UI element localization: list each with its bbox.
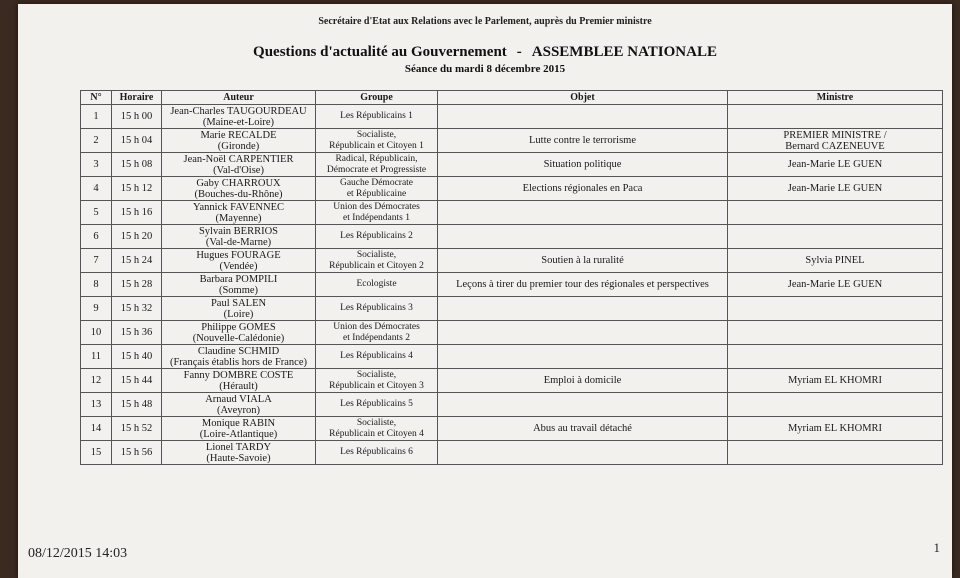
row-object (438, 225, 728, 249)
row-time (112, 273, 162, 297)
row-number-line: 4 (93, 183, 99, 194)
row-number (81, 345, 112, 369)
row-author-line: (Val-d'Oise) (213, 164, 264, 176)
row-time-line: 15 h 08 (120, 159, 153, 170)
row-group-line: et Indépendants 2 (342, 332, 410, 343)
row-author-line: (Vendée) (219, 260, 258, 272)
row-minister-line: Jean-Marie LE GUEN (787, 159, 883, 170)
row-object-line: Leçons à tirer du premier tour des régionales et perspectives (456, 279, 709, 290)
row-number (81, 417, 112, 441)
table-row (81, 249, 943, 273)
row-number (81, 153, 112, 177)
row-number-line: 8 (93, 279, 99, 290)
row-group-line: Les Républicains 2 (340, 231, 413, 241)
questions-table (80, 90, 943, 465)
row-time-line: 15 h 24 (120, 255, 153, 266)
row-number (81, 201, 112, 225)
row-group-line: Union des Démocrates (333, 321, 420, 332)
table-row (81, 441, 943, 465)
row-minister (728, 177, 943, 201)
row-number (81, 105, 112, 129)
row-object-line: Emploi à domicile (543, 375, 622, 386)
column-header-num: N° (81, 91, 112, 105)
row-group-line: Socialiste, (356, 249, 397, 260)
row-author (162, 321, 316, 345)
column-header-author: Auteur (162, 91, 316, 105)
row-number-line: 1 (93, 111, 99, 122)
row-time (112, 393, 162, 417)
row-time (112, 153, 162, 177)
row-author-line: Monique RABIN (201, 417, 276, 429)
row-number (81, 273, 112, 297)
row-minister (728, 249, 943, 273)
row-author-line: (Nouvelle-Calédonie) (192, 332, 285, 344)
row-author-line: Barbara POMPILI (199, 273, 278, 285)
row-time-line: 15 h 12 (120, 183, 153, 194)
row-author (162, 225, 316, 249)
row-number-line: 15 (90, 447, 102, 458)
row-number (81, 369, 112, 393)
row-author-line: Yannick FAVENNEC (192, 201, 284, 213)
row-object (438, 129, 728, 153)
row-number (81, 441, 112, 465)
row-time (112, 225, 162, 249)
row-author-line: Arnaud VIALA (205, 393, 272, 405)
row-object (438, 153, 728, 177)
row-group-line: Radical, Républicain, (335, 153, 418, 164)
page-number: 1 (933, 540, 940, 555)
row-group (316, 417, 438, 441)
row-group (316, 273, 438, 297)
row-object (438, 177, 728, 201)
column-header-group: Groupe (316, 91, 438, 105)
row-author-line: (Bouches-du-Rhône) (194, 188, 283, 200)
row-object (438, 297, 728, 321)
table-row (81, 345, 943, 369)
row-minister (728, 417, 943, 441)
row-time-line: 15 h 36 (120, 327, 153, 338)
row-number (81, 249, 112, 273)
row-object (438, 105, 728, 129)
row-number (81, 177, 112, 201)
title-left: Questions d'actualité au Gouvernement (253, 44, 507, 60)
row-object (438, 441, 728, 465)
row-object (438, 249, 728, 273)
row-time (112, 417, 162, 441)
row-group (316, 105, 438, 129)
row-author-line: (Gironde) (217, 140, 260, 152)
row-group-line: Républicain et Citoyen 2 (329, 260, 424, 271)
row-author (162, 273, 316, 297)
table-row (81, 393, 943, 417)
row-time (112, 129, 162, 153)
row-object (438, 369, 728, 393)
row-time-line: 15 h 04 (120, 135, 153, 146)
row-time (112, 105, 162, 129)
row-minister (728, 273, 943, 297)
row-time (112, 345, 162, 369)
row-time (112, 297, 162, 321)
row-number-line: 5 (93, 207, 99, 218)
row-number-line: 14 (90, 423, 102, 434)
table-row (81, 369, 943, 393)
row-group-line: Les Républicains 6 (340, 447, 413, 457)
row-time-line: 15 h 44 (120, 375, 153, 386)
row-group (316, 201, 438, 225)
column-header-time: Horaire (112, 91, 162, 105)
row-number-line: 12 (90, 375, 102, 386)
row-minister-line: Myriam EL KHOMRI (787, 375, 883, 386)
row-minister-line: Jean-Marie LE GUEN (787, 183, 883, 194)
row-minister (728, 297, 943, 321)
table-row (81, 321, 943, 345)
table-body (81, 105, 943, 465)
row-author (162, 201, 316, 225)
row-number-line: 3 (93, 159, 99, 170)
row-author-line: Sylvain BERRIOS (198, 225, 279, 237)
row-author-line: Jean-Noël CARPENTIER (183, 153, 294, 165)
row-minister (728, 369, 943, 393)
row-object-line: Soutien à la ruralité (541, 255, 624, 266)
row-author-line: Paul SALEN (210, 297, 267, 309)
row-group-line: et Républicaine (346, 188, 407, 199)
row-author-line: (Loire) (223, 308, 254, 320)
row-object-line: Abus au travail détaché (533, 423, 632, 434)
row-author (162, 417, 316, 441)
row-author (162, 345, 316, 369)
row-minister (728, 153, 943, 177)
table-row (81, 201, 943, 225)
row-group (316, 393, 438, 417)
row-group-line: Républicain et Citoyen 3 (329, 380, 424, 391)
row-time-line: 15 h 16 (120, 207, 153, 218)
row-minister-line: Myriam EL KHOMRI (787, 423, 883, 434)
row-time-line: 15 h 28 (120, 279, 153, 290)
row-author (162, 105, 316, 129)
row-group (316, 345, 438, 369)
table-row (81, 177, 943, 201)
row-author-line: Hugues FOURAGE (196, 249, 281, 261)
row-author-line: Fanny DOMBRE COSTE (183, 369, 294, 381)
row-group (316, 249, 438, 273)
row-number-line: 7 (93, 255, 99, 266)
issuer-line: Secrétaire d'Etat aux Relations avec le Parlement, auprès du Premier ministre (318, 16, 652, 27)
row-group (316, 297, 438, 321)
row-author-line: Jean-Charles TAUGOURDEAU (170, 105, 307, 117)
row-group-line: Union des Démocrates (333, 201, 420, 212)
row-minister (728, 225, 943, 249)
row-time (112, 369, 162, 393)
row-author-line: (Aveyron) (217, 404, 260, 416)
row-time-line: 15 h 00 (120, 111, 153, 122)
row-minister (728, 105, 943, 129)
row-time-line: 15 h 56 (120, 447, 153, 458)
table-row (81, 129, 943, 153)
row-time (112, 249, 162, 273)
row-minister-line: Bernard CAZENEUVE (785, 140, 885, 152)
row-object-line: Lutte contre le terrorisme (529, 135, 636, 146)
table-row (81, 297, 943, 321)
row-author-line: (Haute-Savoie) (206, 452, 271, 464)
row-author-line: (Somme) (218, 284, 259, 296)
row-group-line: Gauche Démocrate (339, 177, 414, 188)
row-group (316, 129, 438, 153)
row-author-line: (Mayenne) (215, 212, 262, 224)
row-number (81, 129, 112, 153)
row-time (112, 177, 162, 201)
row-author-line: Philippe GOMES (201, 321, 276, 333)
row-minister-line: Sylvia PINEL (805, 255, 865, 266)
row-object (438, 201, 728, 225)
row-group (316, 153, 438, 177)
table-row (81, 153, 943, 177)
row-minister-line: PREMIER MINISTRE / (783, 129, 887, 141)
row-minister (728, 201, 943, 225)
row-number-line: 2 (93, 135, 99, 146)
row-author (162, 153, 316, 177)
row-author-line: (Maine-et-Loire) (202, 116, 275, 128)
row-author (162, 393, 316, 417)
row-group (316, 441, 438, 465)
row-group-line: Ecologiste (356, 279, 397, 289)
row-object (438, 393, 728, 417)
table-row (81, 273, 943, 297)
row-author-line: Lionel TARDY (205, 441, 272, 453)
row-author-line: (Val-de-Marne) (205, 236, 272, 248)
row-group-line: Républicain et Citoyen 1 (329, 140, 424, 151)
row-number-line: 13 (90, 399, 102, 410)
row-group (316, 177, 438, 201)
row-number-line: 10 (90, 327, 102, 338)
row-time-line: 15 h 32 (120, 303, 153, 314)
row-minister (728, 345, 943, 369)
session-date: Séance du mardi 8 décembre 2015 (404, 63, 566, 75)
row-group (316, 225, 438, 249)
column-header-object: Objet (438, 91, 728, 105)
row-author-line: Gaby CHARROUX (196, 177, 281, 189)
title-right: ASSEMBLEE NATIONALE (531, 44, 717, 60)
row-group-line: Les Républicains 5 (340, 399, 413, 409)
row-author-line: Marie RECALDE (200, 129, 277, 141)
print-timestamp: 08/12/2015 14:03 (28, 546, 128, 561)
row-group-line: Socialiste, (356, 417, 397, 428)
row-number (81, 297, 112, 321)
document-title (18, 44, 952, 61)
row-author-line: (Hérault) (219, 380, 258, 392)
row-group (316, 369, 438, 393)
row-time-line: 15 h 52 (120, 423, 153, 434)
row-number (81, 225, 112, 249)
row-number-line: 6 (93, 231, 99, 242)
row-time (112, 201, 162, 225)
row-group-line: Socialiste, (356, 369, 397, 380)
row-time (112, 441, 162, 465)
document-page (18, 4, 952, 578)
row-author (162, 249, 316, 273)
row-group-line: Démocrate et Progressiste (326, 164, 427, 175)
row-author-line: Claudine SCHMID (197, 345, 280, 357)
row-group-line: Les Républicains 3 (340, 303, 413, 313)
row-object (438, 417, 728, 441)
row-author (162, 177, 316, 201)
row-author (162, 297, 316, 321)
row-time-line: 15 h 20 (120, 231, 153, 242)
row-number-line: 9 (93, 303, 99, 314)
row-group-line: Les Républicains 1 (340, 111, 413, 121)
row-number-line: 11 (90, 351, 102, 362)
row-minister (728, 321, 943, 345)
column-header-minister: Ministre (728, 91, 943, 105)
table-row (81, 417, 943, 441)
row-author (162, 441, 316, 465)
table-header-row (81, 91, 943, 105)
row-object (438, 345, 728, 369)
row-time-line: 15 h 40 (120, 351, 153, 362)
row-author-line: (Français établis hors de France) (169, 356, 308, 368)
row-group-line: Républicain et Citoyen 4 (329, 428, 424, 439)
row-group-line: et Indépendants 1 (342, 212, 410, 223)
row-author (162, 369, 316, 393)
row-group-line: Les Républicains 4 (340, 351, 413, 361)
row-object (438, 321, 728, 345)
row-minister (728, 129, 943, 153)
row-group (316, 321, 438, 345)
row-number (81, 321, 112, 345)
row-author (162, 129, 316, 153)
row-object-line: Situation politique (543, 159, 622, 170)
row-object-line: Elections régionales en Paca (522, 183, 643, 194)
table-row (81, 105, 943, 129)
table-row (81, 225, 943, 249)
row-time (112, 321, 162, 345)
row-minister-line: Jean-Marie LE GUEN (787, 279, 883, 290)
row-object (438, 273, 728, 297)
row-time-line: 15 h 48 (120, 399, 153, 410)
row-minister (728, 441, 943, 465)
row-author-line: (Loire-Atlantique) (199, 428, 278, 440)
row-number (81, 393, 112, 417)
title-separator: - (516, 44, 522, 60)
row-minister (728, 393, 943, 417)
row-group-line: Socialiste, (356, 129, 397, 140)
